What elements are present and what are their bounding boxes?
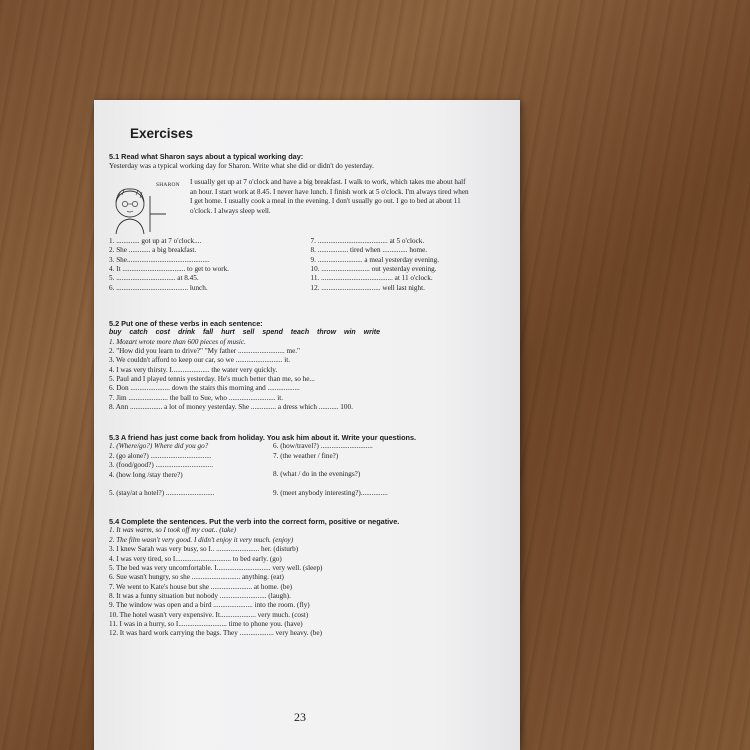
exercise-item[interactable]: 6. Sue wasn't hungry, so she ........................... anything. (eat) bbox=[109, 573, 284, 582]
page-title: Exercises bbox=[130, 126, 194, 141]
question-line[interactable]: 4. (how long /stay there?) bbox=[109, 470, 183, 479]
exercise-item[interactable]: 8. It was a funny situation but nobody .......................... (laugh). bbox=[109, 592, 291, 600]
answer-line[interactable]: 3. She.............................................. bbox=[109, 255, 210, 264]
exercise-5-2-heading: 5.2 Put one of these verbs in each sentence: bbox=[109, 319, 263, 328]
sharon-speech: I usually get up at 7 o'clock and have a big breakfast. I walk to work, which takes me about half an hour. I start work at 8.45. I never have lunch. I finish work at 5 o'clock. I'm always tired when I get home. I usually cook a meal in the evening. I don't usually go out. I go to bed at about 11 o'clock. I always sleep well. bbox=[190, 178, 469, 216]
question-line[interactable]: 5. (stay/at a hotel?) ........................... bbox=[109, 488, 215, 497]
exercise-item[interactable]: 5. The bed was very uncomfortable. I.............................. very well. (sleep) bbox=[109, 563, 323, 572]
exercise-item: 1. It was warm, so I took off my coat.. (take) bbox=[109, 526, 236, 535]
exercise-item: 1. Mozart wrote more than 600 pieces of music. bbox=[109, 337, 246, 346]
answer-line[interactable]: 5. ................................. at 8.45. bbox=[109, 274, 199, 283]
exercise-5-3 bbox=[109, 433, 504, 498]
exercise-5-1-answers bbox=[109, 237, 504, 293]
answer-line[interactable]: 9. ......................... a meal yesterday evening. bbox=[310, 255, 440, 264]
answer-line[interactable]: 2. She ............ a big breakfast. bbox=[109, 246, 197, 255]
question-line[interactable]: 9. (meet anybody interesting?)............... bbox=[273, 488, 388, 497]
exercise-item[interactable]: 10. The hotel wasn't very expensive. It.................... very much. (cost) bbox=[109, 610, 309, 619]
question-line[interactable]: 2. (go alone?) .................................. bbox=[109, 451, 212, 460]
exercise-item[interactable]: 4. I was very thirsty. I..................... the water very quickly. bbox=[109, 365, 278, 374]
answer-line[interactable]: 11. ........................................ at 11 o'clock. bbox=[310, 274, 433, 283]
question-line: 1. (Where/go?) Where did you go? bbox=[109, 442, 209, 451]
exercise-5-3-heading: 5.3 A friend has just come back from holiday. You ask him about it. Write your questions. bbox=[109, 433, 417, 442]
answer-line[interactable]: 4. It ................................... to get to work. bbox=[109, 265, 229, 274]
answer-line[interactable]: 7. ....................................... at 5 o'clock. bbox=[310, 237, 425, 245]
question-line-blank[interactable] bbox=[109, 480, 263, 489]
exercise-item: 2. The film wasn't very good. I didn't enjoy it very much. (enjoy) bbox=[109, 535, 294, 544]
exercise-5-1 bbox=[109, 152, 504, 171]
exercise-item[interactable]: 12. It was hard work carrying the bags. They ................... very heavy. (be) bbox=[109, 629, 322, 638]
exercise-item[interactable]: 3. I knew Sarah was very busy, so I.. ........................ her. (disturb) bbox=[109, 545, 299, 554]
exercise-item[interactable]: 9. The window was open and a bird ...................... into the room. (fly) bbox=[109, 601, 310, 610]
page-number: 23 bbox=[294, 710, 306, 724]
exercise-item[interactable]: 5. Paul and I played tennis yesterday. He's much better than me, so he... bbox=[109, 375, 315, 384]
exercise-item[interactable]: 11. I was in a hurry, so I........................... time to phone you. (have) bbox=[109, 620, 303, 629]
question-line[interactable]: 8. (what / do in the evenings?) bbox=[273, 470, 361, 479]
workbook-page bbox=[94, 100, 520, 750]
speaker-label: SHARON bbox=[156, 182, 180, 188]
question-line-blank[interactable] bbox=[273, 480, 504, 489]
exercise-5-1-instruction: Yesterday was a typical working day for Sharon. Write what she did or didn't do yesterday. bbox=[109, 161, 374, 171]
answer-line[interactable]: 10. ........................... out yesterday evening. bbox=[310, 265, 437, 274]
question-line-blank[interactable] bbox=[273, 461, 504, 470]
exercise-item[interactable]: 6. Don ...................... down the stairs this morning and .................. bbox=[109, 384, 300, 393]
question-line[interactable]: 6. (how/travel?) ............................. bbox=[273, 442, 373, 451]
sharon-illustration-icon bbox=[106, 186, 190, 236]
answer-line[interactable]: 1. ............. got up at 7 o'clock.... bbox=[109, 237, 202, 245]
exercise-item[interactable]: 8. Ann .................. a lot of money yesterday. She .............. a dress which ........... 100. bbox=[109, 403, 353, 412]
answer-line[interactable]: 6. ........................................ lunch. bbox=[109, 283, 208, 292]
verb-list: buy catch cost drink fall hurt sell spend teach throw win write bbox=[109, 329, 380, 337]
answer-line[interactable]: 8. ................. tired when .............. home. bbox=[310, 246, 428, 255]
exercise-5-4 bbox=[109, 517, 504, 639]
exercise-5-2 bbox=[109, 319, 504, 412]
question-line[interactable]: 3. (food/good?) ................................ bbox=[109, 461, 214, 470]
question-line[interactable]: 7. (the weather / fine?) bbox=[273, 451, 339, 460]
exercise-5-4-heading: 5.4 Complete the sentences. Put the verb into the correct form, positive or negative. bbox=[109, 517, 400, 526]
exercise-item[interactable]: 2. "How did you learn to drive?" "My father .......................... me." bbox=[109, 346, 300, 355]
exercise-item[interactable]: 7. We went to Kate's house but she ....................... at home. (be) bbox=[109, 582, 293, 591]
exercise-5-1-heading: 5.1 Read what Sharon says about a typical working day: bbox=[109, 152, 304, 161]
exercise-item[interactable]: 4. I was very tired, so I............................... to bed early. (go) bbox=[109, 554, 282, 563]
answer-line[interactable]: 12. ................................. well last night. bbox=[310, 283, 425, 292]
exercise-item[interactable]: 7. Jim ...................... the ball to Sue, who .......................... it. bbox=[109, 393, 284, 402]
exercise-item[interactable]: 3. We couldn't afford to keep our car, so we .......................... it. bbox=[109, 356, 291, 365]
